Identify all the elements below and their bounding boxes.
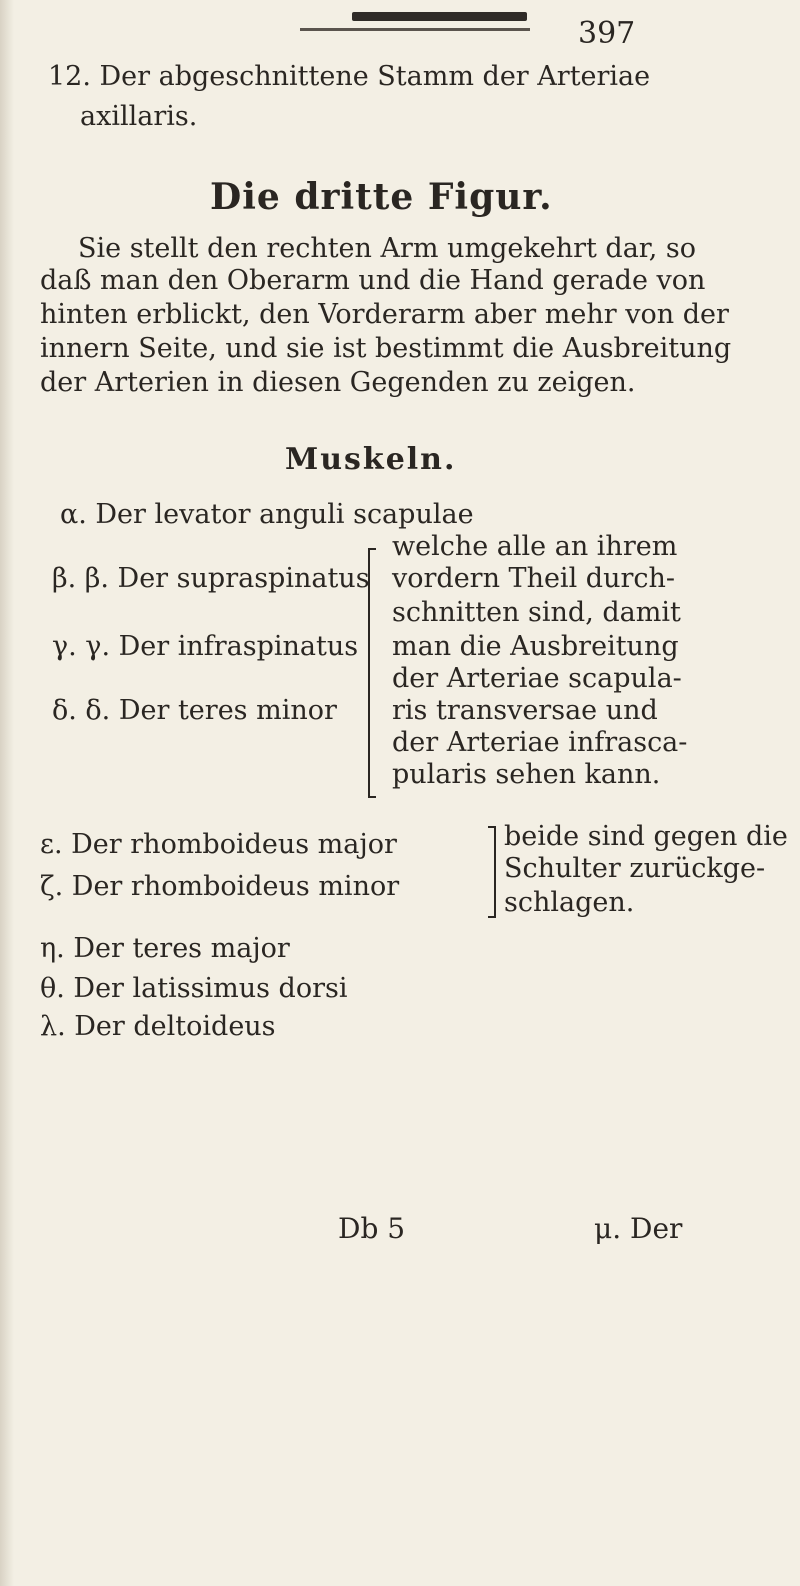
caption-line-1: 12. Der abgeschnittene Stamm der Arteriae: [48, 61, 651, 92]
figure-heading: Die dritte Figur.: [210, 176, 553, 218]
group1-note-line: ris transversae und: [392, 695, 658, 726]
group1-note-line: schnitten sind, damit: [392, 597, 681, 628]
group1-note-line: der Arteriae scapula-: [392, 663, 682, 694]
group2-note-line: Schulter zurückge-: [504, 853, 766, 884]
muscle-eta: η. Der teres major: [40, 933, 290, 964]
group2-brace: [488, 826, 496, 918]
group1-note-line: welche alle an ihrem: [392, 531, 678, 562]
intro-line: innern Seite, und sie ist bestimmt die Ausbreitung: [40, 333, 732, 364]
intro-line: hinten erblickt, den Vorderarm aber mehr von der: [40, 299, 729, 330]
muscle-delta: δ. δ. Der teres minor: [52, 695, 337, 726]
muscle-epsilon: ε. Der rhomboideus major: [40, 829, 397, 860]
muscle-zeta: ζ. Der rhomboideus minor: [40, 871, 400, 902]
group2-note-line: beide sind gegen die: [504, 821, 788, 852]
muscle-gamma: γ. γ. Der infraspinatus: [52, 631, 359, 662]
catchword: μ. Der: [594, 1212, 683, 1245]
group1-brace: [368, 548, 376, 798]
header-rule: [352, 12, 527, 21]
muscle-beta: β. β. Der supraspinatus: [52, 563, 370, 594]
page-edge-shadow: [0, 0, 14, 1586]
group1-note-line: vordern Theil durch-: [392, 563, 675, 594]
group1-note-line: pularis sehen kann.: [392, 759, 661, 790]
intro-line: der Arterien in diesen Gegenden zu zeigen.: [40, 367, 636, 398]
intro-line: Sie stellt den rechten Arm umgekehrt dar, so: [78, 233, 697, 264]
printer-signature: Db 5: [338, 1212, 406, 1245]
page-number: 397: [578, 16, 636, 51]
muscle-lambda: λ. Der deltoideus: [40, 1011, 276, 1042]
section-title: Muskeln.: [285, 442, 457, 477]
group1-note-line: der Arteriae infrasca-: [392, 727, 688, 758]
intro-line: daß man den Oberarm und die Hand gerade von: [40, 265, 706, 296]
caption-line-2: axillaris.: [80, 101, 198, 132]
muscle-alpha: α. Der levator anguli scapulae: [60, 499, 474, 530]
muscle-theta: θ. Der latissimus dorsi: [40, 973, 348, 1004]
group2-note-line: schlagen.: [504, 887, 635, 918]
group1-note-line: man die Ausbreitung: [392, 631, 679, 662]
header-rule-thin: [300, 28, 530, 31]
